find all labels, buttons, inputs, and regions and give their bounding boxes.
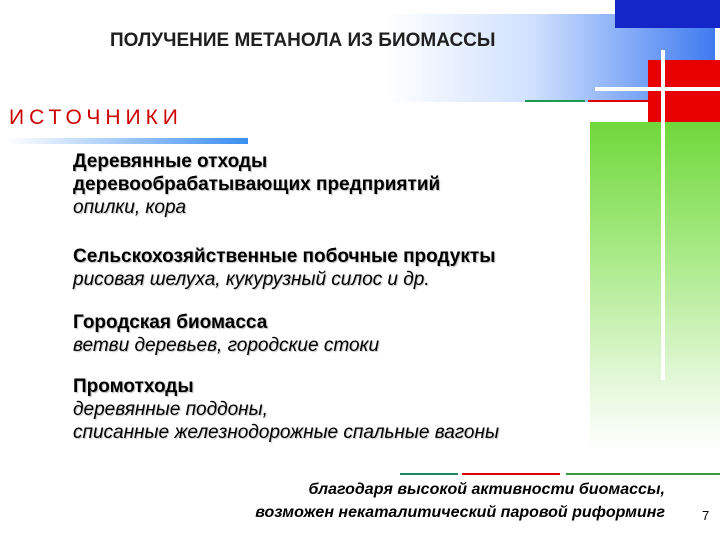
decorative-cross-horizontal — [595, 87, 720, 91]
divider-line — [462, 473, 560, 475]
decorative-cross-vertical — [661, 50, 665, 380]
item-examples: ветви деревьев, городские стоки — [73, 335, 380, 356]
item-heading: Городская биомасса — [73, 312, 268, 333]
section-underline — [8, 138, 248, 144]
source-item-industrial — [73, 375, 499, 444]
item-examples: опилки, кора — [73, 197, 187, 218]
item-heading: Деревянные отходы — [73, 151, 268, 172]
corner-green-block — [590, 122, 720, 452]
source-item-agricultural — [73, 245, 495, 291]
section-heading: ИСТОЧНИКИ — [9, 106, 183, 129]
divider-line — [588, 100, 650, 102]
corner-red-block — [648, 60, 720, 122]
divider-line — [400, 473, 458, 475]
footer-line: благодаря высокой активности биомассы, — [308, 481, 665, 498]
footer-note — [120, 478, 665, 524]
slide-title: ПОЛУЧЕНИЕ МЕТАНОЛА ИЗ БИОМАССЫ — [110, 30, 496, 51]
item-heading: деревообрабатывающих предприятий — [73, 174, 441, 195]
item-heading: Сельскохозяйственные побочные продукты — [73, 246, 496, 267]
source-item-urban — [73, 311, 379, 357]
item-examples: деревянные поддоны, — [73, 399, 268, 420]
divider-line — [525, 100, 585, 102]
item-heading: Промотходы — [73, 376, 194, 397]
page-number: 7 — [702, 508, 710, 523]
corner-blue-block — [615, 0, 720, 28]
item-examples: рисовая шелуха, кукурузный силос и др. — [73, 269, 430, 290]
footer-line: возможен некаталитический паровой риформинг — [255, 504, 665, 521]
source-item-wood-waste — [73, 150, 440, 219]
divider-line — [566, 473, 720, 475]
item-examples: списанные железнодорожные спальные вагоны — [73, 422, 499, 443]
